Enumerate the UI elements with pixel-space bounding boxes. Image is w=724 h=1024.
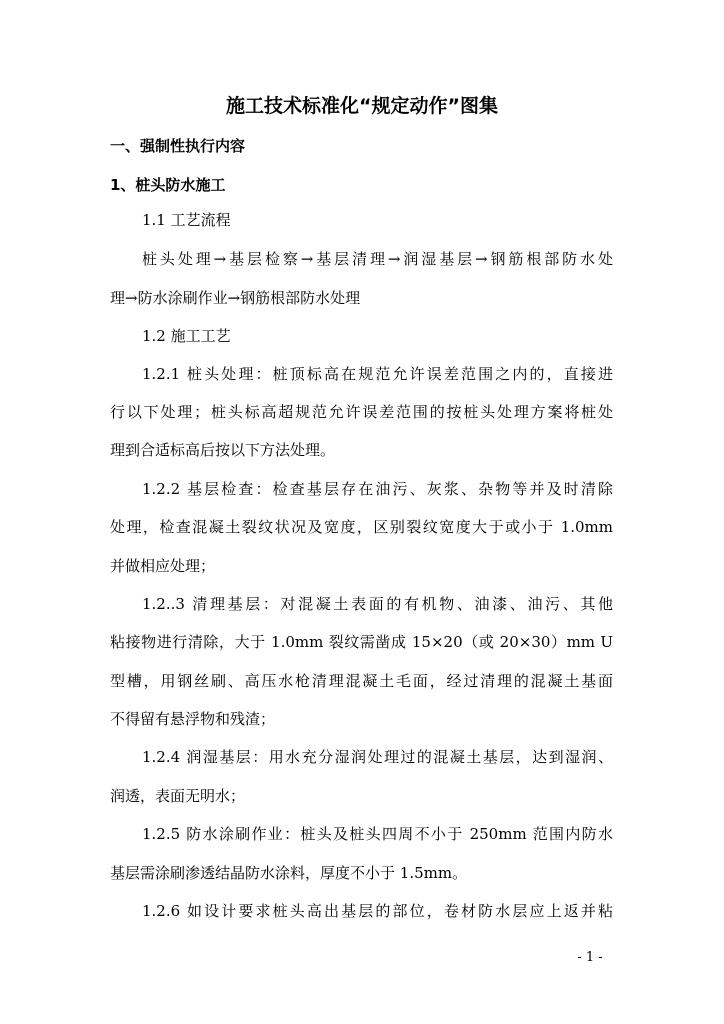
process-heading: 1.1 工艺流程 <box>142 211 231 229</box>
paragraph-line: 1.2.5 防水涂刷作业：桩头及桩头四周不小于 250mm 范围内防水 <box>142 825 613 843</box>
section-heading: 一、强制性执行内容 <box>110 137 246 155</box>
process-line: 理→防水涂刷作业→钢筋根部防水处理 <box>110 289 361 307</box>
process-line: 桩头处理→基层检察→基层清理→润湿基层→钢筋根部防水处 <box>142 250 613 268</box>
paragraph-line: 基层需涂刷渗透结晶防水涂料，厚度不小于 1.5mm。 <box>110 864 468 882</box>
paragraph-line: 处理，检查混凝土裂纹状况及宽度，区别裂纹宽度大于或小于 1.0mm <box>110 518 613 536</box>
page-number: - 1 - <box>577 950 603 965</box>
paragraph-line: 理到合适标高后按以下方法处理。 <box>110 441 336 459</box>
paragraph-line: 并做相应处理； <box>110 557 216 575</box>
paragraph-line: 润透，表面无明水； <box>110 787 246 805</box>
paragraph-line: 行以下处理；桩头标高超规范允许误差范围的按桩头处理方案将桩处 <box>110 403 613 421</box>
paragraph-line: 1.2.4 润湿基层：用水充分湿润处理过的混凝土基层，达到湿润、 <box>142 748 613 766</box>
paragraph-line: 1.2..3 清理基层：对混凝土表面的有机物、油漆、油污、其他 <box>142 595 613 613</box>
craft-heading: 1.2 施工工艺 <box>142 327 231 345</box>
paragraph-line: 1.2.2 基层检查：检查基层存在油污、灰浆、杂物等并及时清除 <box>142 480 613 498</box>
paragraph-line: 不得留有悬浮物和残渣； <box>110 710 276 728</box>
subsection-heading: 1、桩头防水施工 <box>110 176 226 194</box>
paragraph-line: 1.2.6 如设计要求桩头高出基层的部位，卷材防水层应上返并粘 <box>142 902 613 920</box>
paragraph-line: 粘接物进行清除，大于 1.0mm 裂纹需凿成 15×20（或 20×30）mm U <box>110 633 613 651</box>
paragraph-line: 1.2.1 桩头处理：桩顶标高在规范允许误差范围之内的，直接进 <box>142 365 613 383</box>
paragraph-line: 型槽，用钢丝刷、高压水枪清理混凝土毛面，经过清理的混凝土基面 <box>110 672 613 690</box>
document-title: 施工技术标准化“规定动作”图集 <box>226 95 498 117</box>
